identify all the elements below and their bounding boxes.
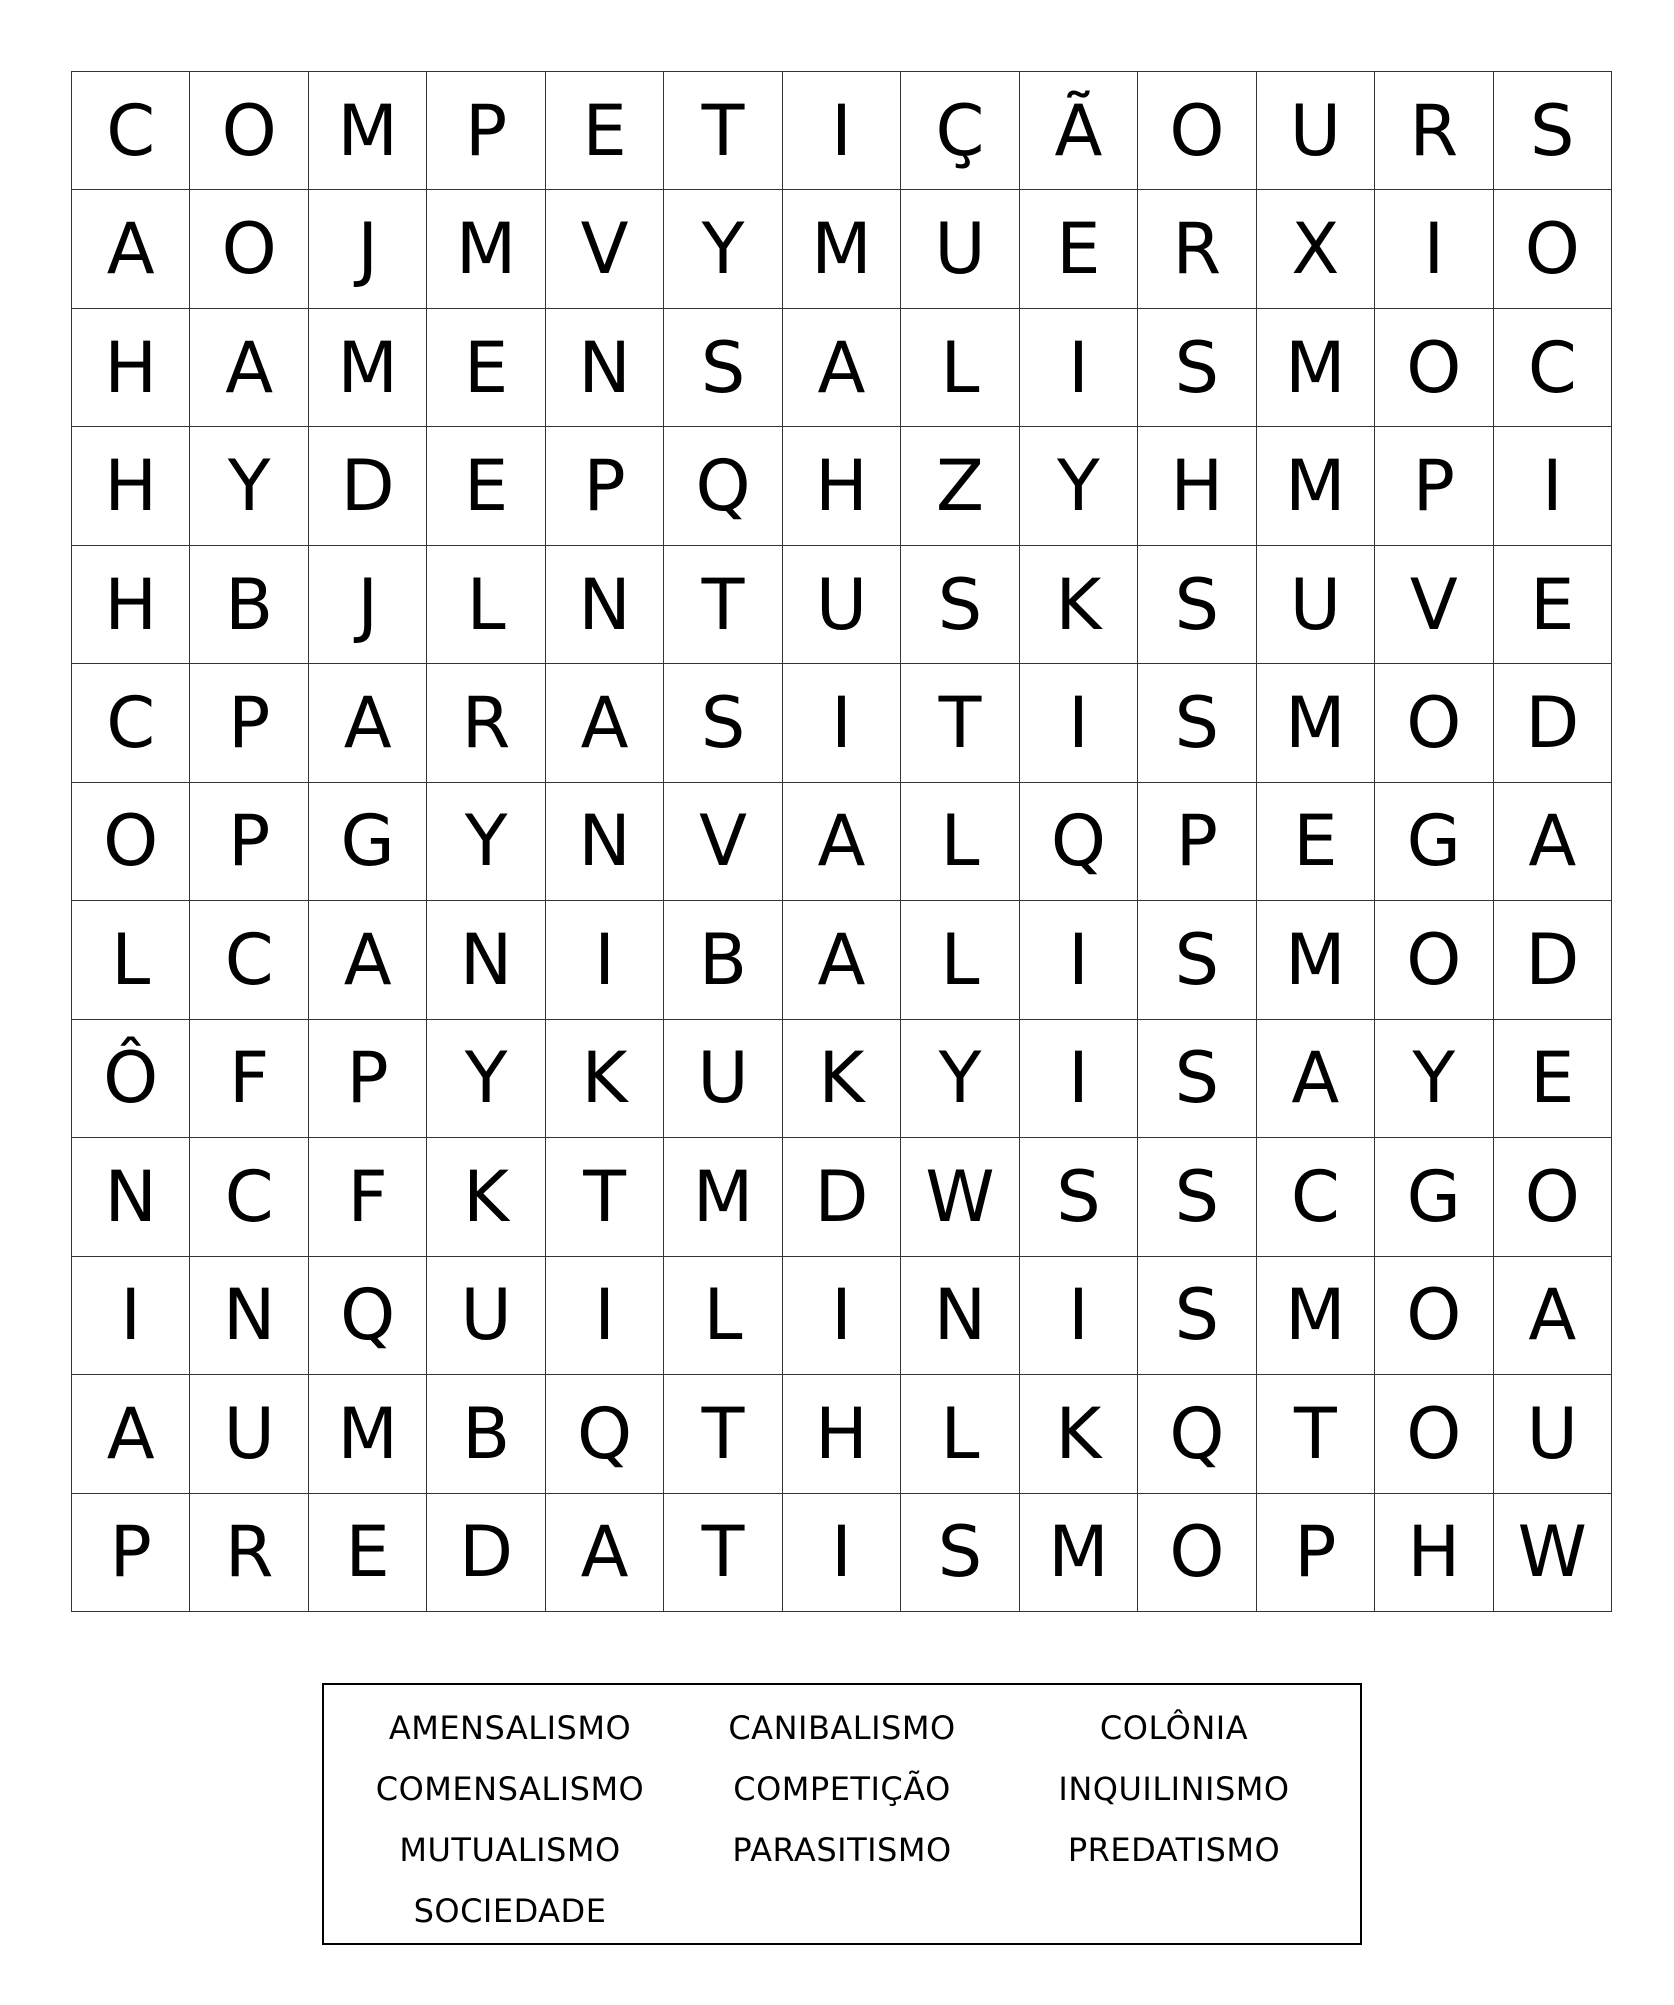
grid-cell[interactable]: Y <box>1020 427 1138 545</box>
grid-cell[interactable]: M <box>309 309 427 427</box>
grid-cell[interactable]: I <box>1375 190 1493 308</box>
grid-cell[interactable]: G <box>1375 783 1493 901</box>
grid-cell[interactable]: M <box>1257 664 1375 782</box>
grid-cell[interactable]: I <box>1020 1257 1138 1375</box>
grid-cell[interactable]: I <box>783 664 901 782</box>
grid-cell[interactable]: S <box>901 546 1019 664</box>
grid-cell[interactable]: Q <box>309 1257 427 1375</box>
grid-cell[interactable]: K <box>1020 546 1138 664</box>
grid-cell[interactable]: A <box>783 901 901 1019</box>
grid-cell[interactable]: Q <box>1138 1375 1256 1493</box>
grid-cell[interactable]: L <box>427 546 545 664</box>
grid-cell[interactable]: E <box>309 1494 427 1612</box>
grid-cell[interactable]: P <box>1375 427 1493 545</box>
grid-cell[interactable]: A <box>190 309 308 427</box>
grid-cell[interactable]: R <box>1375 72 1493 190</box>
grid-cell[interactable]: Q <box>664 427 782 545</box>
grid-cell[interactable]: O <box>1375 901 1493 1019</box>
grid-cell[interactable]: O <box>1375 664 1493 782</box>
grid-cell[interactable]: M <box>1257 427 1375 545</box>
grid-cell[interactable]: F <box>190 1020 308 1138</box>
grid-cell[interactable]: L <box>901 901 1019 1019</box>
grid-cell[interactable]: E <box>546 72 664 190</box>
grid-cell[interactable]: L <box>901 783 1019 901</box>
grid-cell[interactable]: V <box>1375 546 1493 664</box>
grid-cell[interactable]: K <box>546 1020 664 1138</box>
grid-cell[interactable]: S <box>1138 1020 1256 1138</box>
grid-cell[interactable]: A <box>546 1494 664 1612</box>
grid-cell[interactable]: M <box>309 72 427 190</box>
grid-cell[interactable]: N <box>546 546 664 664</box>
word-list-item: MUTUALISMO <box>399 1830 621 1869</box>
grid-cell[interactable]: Y <box>427 1020 545 1138</box>
grid-cell[interactable]: O <box>72 783 190 901</box>
grid-cell[interactable]: I <box>1494 427 1612 545</box>
grid-cell[interactable]: X <box>1257 190 1375 308</box>
grid-cell[interactable]: C <box>1494 309 1612 427</box>
grid-cell[interactable]: H <box>72 309 190 427</box>
grid-cell[interactable]: H <box>72 546 190 664</box>
letter-grid <box>71 71 1612 1612</box>
grid-cell[interactable]: F <box>309 1138 427 1256</box>
grid-cell[interactable]: S <box>1138 1138 1256 1256</box>
grid-cell[interactable]: W <box>1494 1494 1612 1612</box>
word-list <box>322 1683 1362 1945</box>
grid-cell[interactable]: A <box>1494 783 1612 901</box>
word-list-item: INQUILINISMO <box>1058 1769 1290 1808</box>
grid-cell[interactable]: D <box>783 1138 901 1256</box>
grid-cell[interactable]: I <box>72 1257 190 1375</box>
grid-cell[interactable]: Y <box>901 1020 1019 1138</box>
grid-cell[interactable]: U <box>901 190 1019 308</box>
grid-cell[interactable]: I <box>1020 309 1138 427</box>
grid-cell[interactable]: M <box>664 1138 782 1256</box>
grid-cell[interactable]: L <box>901 309 1019 427</box>
word-list-item: PARASITISMO <box>732 1830 952 1869</box>
grid-cell[interactable]: Ç <box>901 72 1019 190</box>
grid-cell[interactable]: M <box>783 190 901 308</box>
grid-cell[interactable]: I <box>546 901 664 1019</box>
word-list-item: AMENSALISMO <box>388 1708 632 1747</box>
grid-cell[interactable]: I <box>1020 1020 1138 1138</box>
grid-cell[interactable]: T <box>664 72 782 190</box>
grid-cell[interactable]: U <box>1494 1375 1612 1493</box>
grid-cell[interactable]: N <box>546 309 664 427</box>
word-list-item: COMENSALISMO <box>375 1769 645 1808</box>
grid-cell[interactable]: N <box>190 1257 308 1375</box>
grid-cell[interactable]: J <box>309 190 427 308</box>
grid-cell[interactable]: U <box>1257 72 1375 190</box>
grid-cell[interactable]: C <box>190 1138 308 1256</box>
grid-cell[interactable]: R <box>427 664 545 782</box>
grid-cell[interactable]: A <box>72 1375 190 1493</box>
grid-cell[interactable]: S <box>1138 901 1256 1019</box>
grid-cell[interactable]: O <box>190 190 308 308</box>
grid-cell[interactable]: T <box>664 1375 782 1493</box>
grid-cell[interactable]: S <box>901 1494 1019 1612</box>
grid-cell[interactable]: W <box>901 1138 1019 1256</box>
grid-cell[interactable]: U <box>427 1257 545 1375</box>
grid-cell[interactable]: D <box>309 427 427 545</box>
grid-cell[interactable]: E <box>1020 190 1138 308</box>
grid-cell[interactable]: C <box>190 901 308 1019</box>
grid-cell[interactable]: I <box>783 1494 901 1612</box>
grid-cell[interactable]: S <box>664 664 782 782</box>
grid-cell[interactable]: R <box>190 1494 308 1612</box>
grid-cell[interactable]: S <box>1138 309 1256 427</box>
grid-cell[interactable]: P <box>190 783 308 901</box>
grid-cell[interactable]: O <box>1138 72 1256 190</box>
grid-cell[interactable]: L <box>901 1375 1019 1493</box>
grid-cell[interactable]: P <box>309 1020 427 1138</box>
grid-cell[interactable]: K <box>783 1020 901 1138</box>
grid-cell[interactable]: C <box>72 664 190 782</box>
grid-cell[interactable]: C <box>72 72 190 190</box>
grid-cell[interactable]: Y <box>190 427 308 545</box>
grid-cell[interactable]: E <box>1494 546 1612 664</box>
grid-cell[interactable]: S <box>1138 1257 1256 1375</box>
grid-cell[interactable]: A <box>783 783 901 901</box>
grid-cell[interactable]: G <box>309 783 427 901</box>
grid-cell[interactable]: S <box>1138 664 1256 782</box>
grid-cell[interactable]: U <box>1257 546 1375 664</box>
word-list-item: COMPETIÇÃO <box>733 1769 951 1808</box>
grid-cell[interactable]: A <box>1257 1020 1375 1138</box>
word-list-item: PREDATISMO <box>1067 1830 1281 1869</box>
grid-cell[interactable]: P <box>72 1494 190 1612</box>
grid-cell[interactable]: Z <box>901 427 1019 545</box>
grid-cell[interactable]: P <box>1257 1494 1375 1612</box>
grid-cell[interactable]: T <box>664 1494 782 1612</box>
grid-cell[interactable]: U <box>783 546 901 664</box>
grid-cell[interactable]: S <box>1138 546 1256 664</box>
word-list-item: SOCIEDADE <box>413 1891 607 1930</box>
grid-cell[interactable]: I <box>546 1257 664 1375</box>
grid-cell[interactable]: O <box>1138 1494 1256 1612</box>
grid-cell[interactable]: T <box>546 1138 664 1256</box>
grid-cell[interactable]: I <box>783 72 901 190</box>
grid-cell[interactable]: Y <box>1375 1020 1493 1138</box>
grid-cell[interactable]: L <box>72 901 190 1019</box>
grid-cell[interactable]: Y <box>427 783 545 901</box>
grid-cell[interactable]: T <box>901 664 1019 782</box>
grid-cell[interactable]: E <box>427 309 545 427</box>
grid-cell[interactable]: H <box>1138 427 1256 545</box>
grid-cell[interactable]: B <box>190 546 308 664</box>
grid-cell[interactable]: H <box>72 427 190 545</box>
grid-cell[interactable]: I <box>783 1257 901 1375</box>
grid-cell[interactable]: D <box>1494 901 1612 1019</box>
grid-cell[interactable]: J <box>309 546 427 664</box>
grid-cell[interactable]: G <box>1375 1138 1493 1256</box>
grid-cell[interactable]: M <box>1257 901 1375 1019</box>
grid-cell[interactable]: O <box>190 72 308 190</box>
grid-cell[interactable]: I <box>1020 901 1138 1019</box>
grid-cell[interactable]: A <box>309 664 427 782</box>
grid-cell[interactable]: N <box>72 1138 190 1256</box>
grid-cell[interactable]: B <box>427 1375 545 1493</box>
grid-cell[interactable]: O <box>1375 1375 1493 1493</box>
grid-cell[interactable]: T <box>1257 1375 1375 1493</box>
grid-cell[interactable]: V <box>546 190 664 308</box>
grid-cell[interactable]: S <box>1020 1138 1138 1256</box>
grid-cell[interactable]: H <box>1375 1494 1493 1612</box>
grid-cell[interactable]: H <box>783 427 901 545</box>
grid-cell[interactable]: K <box>427 1138 545 1256</box>
grid-cell[interactable]: D <box>427 1494 545 1612</box>
grid-cell[interactable]: P <box>1138 783 1256 901</box>
grid-cell[interactable]: L <box>664 1257 782 1375</box>
grid-cell[interactable]: N <box>427 901 545 1019</box>
grid-cell[interactable]: A <box>1494 1257 1612 1375</box>
grid-cell[interactable]: I <box>1020 664 1138 782</box>
grid-cell[interactable]: M <box>1020 1494 1138 1612</box>
grid-cell[interactable]: Y <box>664 190 782 308</box>
grid-cell[interactable]: P <box>190 664 308 782</box>
grid-cell[interactable]: U <box>190 1375 308 1493</box>
grid-cell[interactable]: O <box>1494 190 1612 308</box>
grid-cell[interactable]: R <box>1138 190 1256 308</box>
word-list-item: CANIBALISMO <box>728 1708 956 1747</box>
grid-cell[interactable]: Q <box>1020 783 1138 901</box>
grid-cell[interactable]: E <box>1494 1020 1612 1138</box>
grid-cell[interactable]: N <box>546 783 664 901</box>
grid-cell[interactable]: C <box>1257 1138 1375 1256</box>
grid-cell[interactable]: O <box>1375 1257 1493 1375</box>
grid-cell[interactable]: M <box>427 190 545 308</box>
grid-cell[interactable]: Q <box>546 1375 664 1493</box>
grid-cell[interactable]: M <box>309 1375 427 1493</box>
grid-cell[interactable]: Ô <box>72 1020 190 1138</box>
grid-cell[interactable]: T <box>664 546 782 664</box>
grid-cell[interactable]: V <box>664 783 782 901</box>
grid-cell[interactable]: Ã <box>1020 72 1138 190</box>
grid-cell[interactable]: M <box>1257 1257 1375 1375</box>
grid-cell[interactable]: E <box>427 427 545 545</box>
grid-cell[interactable]: E <box>1257 783 1375 901</box>
grid-cell[interactable]: B <box>664 901 782 1019</box>
grid-cell[interactable]: A <box>72 190 190 308</box>
grid-cell[interactable]: O <box>1494 1138 1612 1256</box>
grid-cell[interactable]: A <box>309 901 427 1019</box>
grid-cell[interactable]: H <box>783 1375 901 1493</box>
grid-cell[interactable]: S <box>664 309 782 427</box>
grid-cell[interactable]: D <box>1494 664 1612 782</box>
grid-cell[interactable]: A <box>546 664 664 782</box>
grid-cell[interactable]: P <box>546 427 664 545</box>
grid-cell[interactable]: P <box>427 72 545 190</box>
grid-cell[interactable]: M <box>1257 309 1375 427</box>
grid-cell[interactable]: S <box>1494 72 1612 190</box>
grid-cell[interactable]: A <box>783 309 901 427</box>
word-list-item: COLÔNIA <box>1099 1708 1249 1747</box>
grid-cell[interactable]: U <box>664 1020 782 1138</box>
grid-cell[interactable]: N <box>901 1257 1019 1375</box>
grid-cell[interactable]: K <box>1020 1375 1138 1493</box>
grid-cell[interactable]: O <box>1375 309 1493 427</box>
